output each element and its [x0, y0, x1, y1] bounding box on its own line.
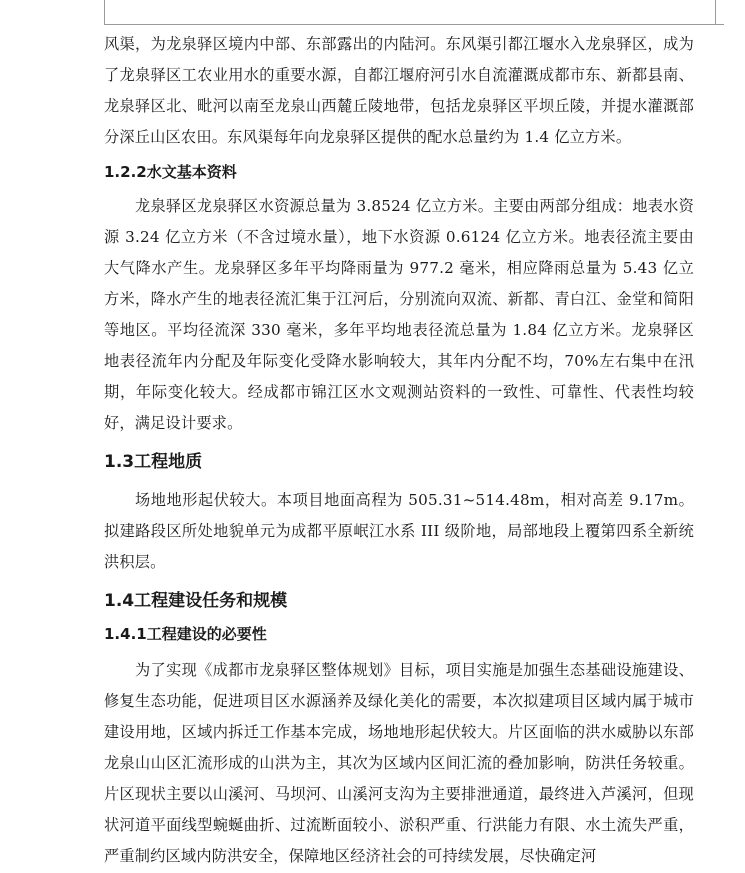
paragraph-hydrology: 龙泉驿区龙泉驿区水资源总量为 3.8524 亿立方米。主要由两部分组成：地表水资源 3.24 亿立方米（不含过境水量），地下水资源 0.6124 亿立方米。地表径流主要由大气降水产生。龙泉驿区多年平均降雨量为 977.2 毫米，相应降雨总量为 5.43 亿立方米，降水产生的地表径流汇集于江河后，分别流向双流、新都、青白江、金堂和简阳等地区。平均径流深 330 毫米，多年平均地表径流总量为 1.84 亿立方米。龙泉驿区地表径流年内分配及年际变化受降水影响较大，其年内分配不均，70%左右集中在汛期，年际变化较大。经成都市锦江区水文观测站资料的一致性、可靠性、代表性均较好，满足设计要求。	[104, 197, 694, 432]
paragraph-necessity: 为了实现《成都市龙泉驿区整体规划》目标，项目实施是加强生态基础设施建设、修复生态功能，促进项目区水源涵养及绿化美化的需要，本次拟建项目区域内属于城市建设用地，区域内拆迁工作基本完成，场地地形起伏较大。片区面临的洪水威胁以东部龙泉山山区汇流形成的山洪为主，其次为区域内区间汇流的叠加影响，防洪任务较重。片区现状主要以山溪河、马坝河、山溪河支沟为主要排泄通道，最终进入芦溪河，但现状河道平面线型蜿蜒曲折、过流断面较小、淤积严重、行洪能力有限、水土流失严重，严重制约区域内防洪安全，保障地区经济社会的可持续发展，尽快确定河	[104, 661, 694, 865]
paragraph-intro: 风渠，为龙泉驿区境内中部、东部露出的内陆河。东风渠引都江堰水入龙泉驿区，成为了龙泉驿区工农业用水的重要水源，自都江堰府河引水自流灌溉成都市东、新都县南、龙泉驿区北、毗河以南至龙泉山西麓丘陵地带，包括龙泉驿区平坝丘陵，并提水灌溉部分深丘山区农田。东风渠每年向龙泉驿区提供的配水总量约为 1.4 亿立方米。	[104, 35, 694, 146]
header-crop-mark-right	[715, 0, 716, 25]
document-body	[104, 29, 694, 872]
paragraph-geology: 场地地形起伏较大。本项目地面高程为 505.31~514.48m，相对高差 9.17m。拟建路段区所处地貌单元为成都平原岷江水系 III 级阶地，局部地段上覆第四系全新统洪积层。	[104, 491, 694, 571]
heading-1-4-1: 1.4.1工程建设的必要性	[104, 625, 267, 643]
heading-1-4: 1.4工程建设任务和规模	[104, 591, 288, 611]
heading-1-2-2: 1.2.2水文基本资料	[104, 163, 237, 181]
heading-1-3: 1.3工程地质	[104, 452, 203, 472]
header-boundary-line	[104, 24, 724, 25]
header-crop-mark-left	[104, 0, 105, 25]
